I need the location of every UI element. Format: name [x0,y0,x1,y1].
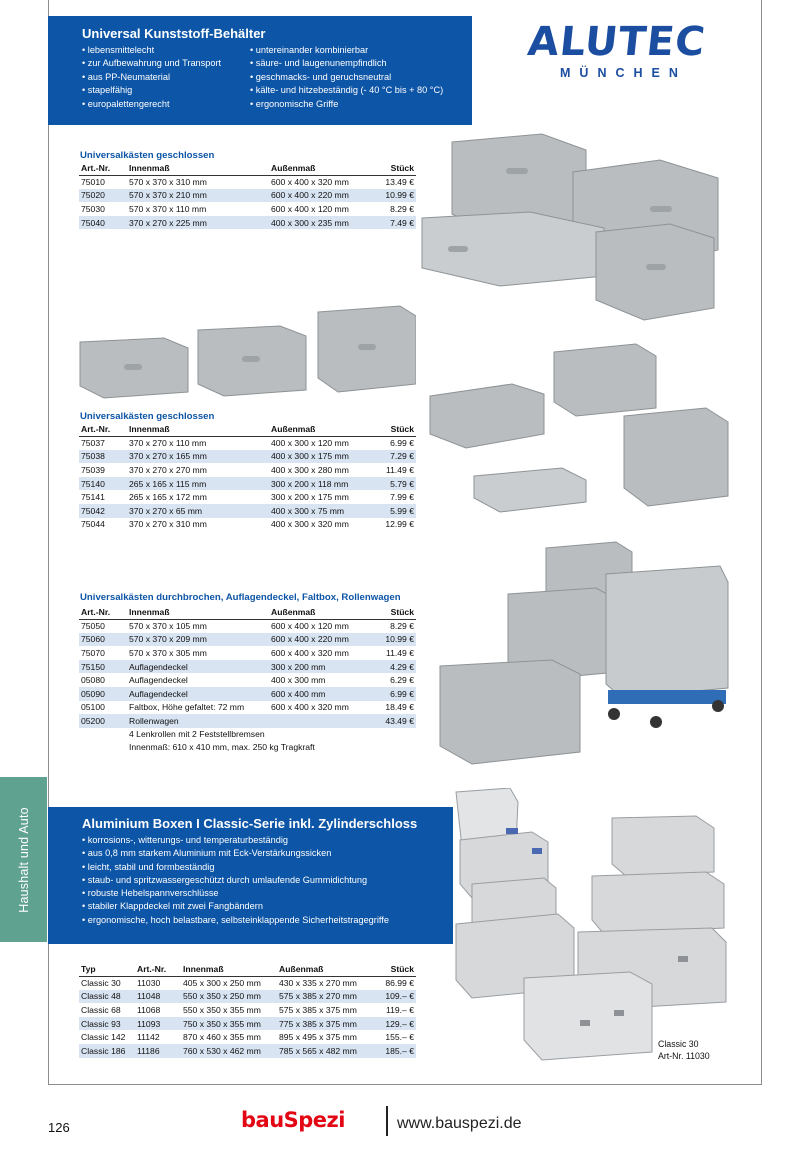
table-header-row [79,162,416,175]
table-row [79,633,416,647]
feature-item: • zur Aufbewahrung und Transport [82,57,221,70]
cell-price: 12.99 € [385,519,414,530]
feature-item: • kälte- und hitzebeständig (- 40 °C bis + 80 °C) [250,84,443,97]
cell-art: 75039 [81,464,105,475]
cell-inner: 370 x 270 x 65 mm [127,504,269,518]
col-price: Stück [369,606,416,619]
cell-art: 75010 [81,177,105,188]
table-row [79,660,416,674]
cell-outer: 600 x 400 mm [269,687,369,701]
cell-art: 11048 [135,990,181,1004]
cell-art: 75038 [79,450,127,464]
product-photo-perforated-boxes [436,538,736,768]
product-photo-closed-boxes [418,128,728,323]
cell-art: 75050 [81,621,105,632]
cell-outer: 895 x 495 x 375 mm [279,1032,357,1043]
col-inner: Innenmaß [127,606,269,619]
table-row [79,1044,416,1058]
cell-outer: 775 x 385 x 375 mm [277,1017,373,1031]
cell-art: 75030 [81,203,105,214]
table-header-row [79,423,416,436]
cell-type: Classic 30 [81,978,121,989]
table-row [79,714,416,728]
cell-outer: 575 x 385 x 270 mm [277,990,373,1004]
cell-price: 129.– € [373,1017,416,1031]
feature-item: • geschmacks- und geruchsneutral [250,71,443,84]
header-box [48,16,472,125]
page-number: 126 [48,1120,70,1135]
table-row [79,490,416,504]
table-row [79,477,416,491]
feature-item: • säure- und laugenunempfindlich [250,57,443,70]
cell-inner: Auflagendeckel [129,675,188,686]
cell-price: 7.29 € [369,450,416,464]
table-note: Innenmaß: 610 x 410 mm, max. 250 kg Tragkraft [129,742,315,753]
cell-price: 4.29 € [369,660,416,674]
cell-inner: 370 x 270 x 165 mm [127,450,269,464]
cell-price: 6.99 € [390,438,414,449]
table-row [79,687,416,701]
col-price: Stück [373,963,416,976]
col-price: Stück [369,162,416,175]
cell-price: 10.99 € [369,633,416,647]
cell-price: 6.99 € [369,687,416,701]
cell-price: 13.49 € [385,177,414,188]
table-row [79,1003,416,1017]
cell-price: 119.– € [385,1004,414,1015]
cell-inner: 570 x 370 x 209 mm [127,633,269,647]
cell-price: 5.99 € [369,504,416,518]
table-row [79,175,416,189]
cell-outer: 430 x 335 x 270 mm [279,978,357,989]
product-caption [658,1038,710,1062]
table1 [79,162,416,229]
alu-table [79,963,416,1058]
features-left [82,44,221,111]
feature-item: • lebensmittelecht [82,44,221,57]
col-art: Art.-Nr. [79,423,127,436]
cell-inner: Auflagendeckel [127,687,269,701]
feature-item: • untereinander kombinierbar [250,44,443,57]
logo-city: MÜNCHEN [560,66,687,80]
cell-outer: 400 x 300 x 120 mm [271,438,349,449]
cell-art: 11068 [137,1004,161,1015]
feature-item: • europalettengerecht [82,98,221,111]
product-photo-small-boxes-right [426,336,732,526]
cell-art: 75042 [79,504,127,518]
alu-features [82,834,389,927]
logo-brand: ALUTEC [525,19,708,65]
cell-price: 43.49 € [369,714,416,728]
table-row [79,673,416,687]
cell-inner: 550 x 350 x 355 mm [183,1004,261,1015]
cell-outer: 785 x 565 x 482 mm [277,1044,373,1058]
footer-divider [386,1106,388,1136]
cell-price: 11.49 € [385,647,414,658]
cell-art: 75044 [81,519,105,530]
cell-outer: 600 x 400 x 320 mm [271,702,349,713]
table2-title: Universalkästen geschlossen [80,411,215,422]
col-art: Art.-Nr. [135,963,181,976]
features-right [250,44,443,111]
feature-item: • ergonomische Griffe [250,98,443,111]
cell-type: Classic 48 [79,990,135,1004]
bauspezi-logo: bauSpezi [241,1108,345,1132]
feature-item: • staub- und spritzwassergeschützt durch umlaufende Gummidichtung [82,874,389,887]
table-header-row [79,963,416,976]
caption-art-nr: Art-Nr. 11030 [658,1051,710,1061]
cell-inner: 570 x 370 x 210 mm [127,189,269,203]
cell-art: 11186 [135,1044,181,1058]
cell-inner: 570 x 370 x 110 mm [129,203,207,214]
table-row [79,976,416,990]
cell-inner: 550 x 350 x 250 mm [181,990,277,1004]
cell-inner: 265 x 165 x 115 mm [127,477,269,491]
cell-art: 11142 [137,1032,160,1043]
cell-outer: 600 x 400 x 120 mm [271,621,349,632]
cell-outer: 575 x 385 x 375 mm [279,1004,357,1015]
feature-item: • ergonomische, hoch belastbare, selbsteinklappende Sicherheitstragegriffe [82,914,389,927]
table-note: 4 Lenkrollen mit 2 Feststellbremsen [129,729,265,740]
cell-inner: 370 x 270 x 310 mm [129,519,207,530]
cell-price: 5.79 € [369,477,416,491]
alu-title: Aluminium Boxen I Classic-Serie inkl. Zylinderschloss [82,816,418,831]
cell-price: 7.99 € [390,492,414,503]
table-row [79,1030,416,1044]
feature-item: • aus PP-Neumaterial [82,71,221,84]
cell-price: 18.49 € [385,702,414,713]
cell-inner: Auflagendeckel [127,660,269,674]
cell-price: 7.49 € [369,216,416,230]
cell-art: 75037 [81,438,105,449]
cell-art: 11093 [135,1017,181,1031]
alu-box [48,807,453,944]
cell-inner: 370 x 270 x 225 mm [127,216,269,230]
cell-outer: 400 x 300 x 235 mm [269,216,369,230]
table-row [79,504,416,518]
table-row [79,450,416,464]
cell-inner: 370 x 270 x 110 mm [129,438,207,449]
cell-art: 75070 [81,647,105,658]
caption-model: Classic 30 [658,1039,699,1049]
table3 [79,606,416,754]
col-price: Stück [369,423,416,436]
cell-outer: 300 x 200 x 118 mm [269,477,369,491]
cell-type: Classic 186 [79,1044,135,1058]
cell-art: 75150 [79,660,127,674]
cell-outer: 400 x 300 mm [271,675,326,686]
cell-type: Classic 68 [81,1004,121,1015]
cell-type: Classic 93 [79,1017,135,1031]
cell-price: 155.– € [385,1032,414,1043]
cell-inner: 405 x 300 x 250 mm [183,978,261,989]
feature-item: • stapelfähig [82,84,221,97]
cell-art: 75140 [79,477,127,491]
cell-price: 11.49 € [385,464,414,475]
table2 [79,423,416,531]
table-row [79,436,416,450]
side-tab-label: Haushalt und Auto [16,806,31,913]
cell-price: 6.29 € [390,675,414,686]
cell-inner: 265 x 165 x 172 mm [129,492,207,503]
cell-art: 75020 [79,189,127,203]
cell-art: 11030 [137,978,161,989]
cell-inner: 370 x 270 x 270 mm [129,464,207,475]
cell-type: Classic 142 [81,1032,126,1043]
table-note-row [79,741,416,754]
cell-inner: 570 x 370 x 105 mm [129,621,207,632]
cell-art: 05090 [79,687,127,701]
table-row [79,990,416,1004]
cell-outer [269,714,369,728]
feature-item: • stabiler Klappdeckel mit zwei Fangbändern [82,900,389,913]
col-type: Typ [79,963,135,976]
table3-title: Universalkästen durchbrochen, Auflagendeckel, Faltbox, Rollenwagen [80,592,401,603]
cell-outer: 600 x 400 x 320 mm [271,177,349,188]
side-tab [0,777,47,942]
cell-outer: 400 x 300 x 75 mm [269,504,369,518]
cell-art: 05100 [81,702,105,713]
cell-price: 86.99 € [385,978,414,989]
table1-title: Universalkästen geschlossen [80,150,215,161]
feature-item: • leicht, stabil und formbeständig [82,861,389,874]
table-row [79,202,416,216]
cell-inner: 750 x 350 x 355 mm [181,1017,277,1031]
cell-price: 8.29 € [390,621,414,632]
cell-inner: Faltbox, Höhe gefaltet: 72 mm [129,702,245,713]
cell-outer: 300 x 200 x 175 mm [271,492,349,503]
feature-item: • aus 0,8 mm starkem Aluminium mit Eck-Verstärkungssicken [82,847,389,860]
footer-url[interactable]: www.bauspezi.de [397,1115,522,1132]
feature-item: • robuste Hebelspannverschlüsse [82,887,389,900]
cell-outer: 300 x 200 mm [269,660,369,674]
feature-item: • korrosions-, witterungs- und temperaturbeständig [82,834,389,847]
col-inner: Innenmaß [127,162,269,175]
cell-price: 109.– € [373,990,416,1004]
cell-price: 8.29 € [390,203,414,214]
alutec-logo [525,19,730,80]
table-row [79,1017,416,1031]
col-inner: Innenmaß [127,423,269,436]
product-photo-aluminium-boxes [452,788,728,1078]
col-art: Art.-Nr. [79,606,127,619]
cell-art: 75060 [79,633,127,647]
cell-outer: 400 x 300 x 320 mm [271,519,349,530]
table-row [79,189,416,203]
col-outer: Außenmaß [269,423,369,436]
cell-outer: 600 x 400 x 120 mm [271,203,349,214]
cell-outer: 600 x 400 x 220 mm [269,189,369,203]
table-row [79,701,416,715]
cell-art: 05200 [79,714,127,728]
cell-inner: 570 x 370 x 305 mm [129,647,207,658]
table-row [79,463,416,477]
table-row [79,619,416,633]
cell-price: 10.99 € [369,189,416,203]
col-outer: Außenmaß [269,162,369,175]
cell-inner: 570 x 370 x 310 mm [129,177,207,188]
cell-art: 75040 [79,216,127,230]
cell-inner: 870 x 460 x 355 mm [183,1032,261,1043]
table-header-row [79,606,416,619]
col-outer: Außenmaß [269,606,369,619]
cell-art: 75141 [81,492,105,503]
cell-art: 05080 [81,675,105,686]
cell-outer: 400 x 300 x 175 mm [269,450,369,464]
product-photo-small-boxes-left [76,300,416,400]
col-outer: Außenmaß [277,963,373,976]
table-note-row [79,728,416,741]
table-row [79,518,416,532]
cell-price: 185.– € [373,1044,416,1058]
cell-outer: 400 x 300 x 280 mm [271,464,349,475]
cell-inner: Rollenwagen [127,714,269,728]
cell-outer: 600 x 400 x 320 mm [271,647,349,658]
table-row [79,216,416,230]
col-art: Art.-Nr. [79,162,127,175]
table-row [79,646,416,660]
header-title: Universal Kunststoff-Behälter [82,26,266,41]
cell-inner: 760 x 530 x 462 mm [181,1044,277,1058]
cell-outer: 600 x 400 x 220 mm [269,633,369,647]
col-inner: Innenmaß [181,963,277,976]
